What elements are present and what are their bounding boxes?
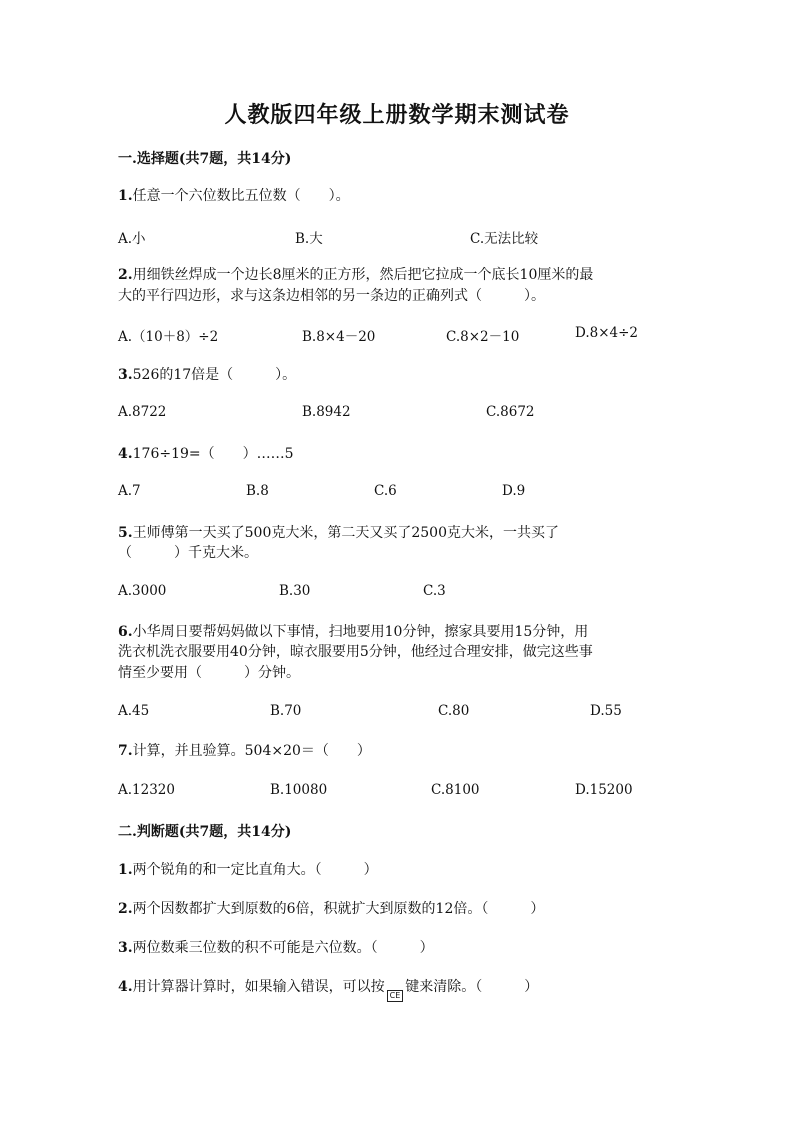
option: D.55 (590, 703, 622, 719)
question-text-line: （ ）千克大米。 (118, 545, 258, 561)
question-number: 2. (118, 901, 133, 917)
option: B.30 (279, 583, 311, 599)
option: B.大 (295, 231, 323, 247)
question-text: 两位数乘三位数的积不可能是六位数。（ ） (132, 940, 434, 956)
question-5 (118, 523, 559, 543)
question-number: 1. (118, 862, 133, 878)
option: A.8722 (118, 404, 167, 420)
option: A.3000 (118, 583, 167, 599)
question-2 (118, 265, 593, 285)
option: A.45 (118, 703, 150, 719)
question-number: 5. (118, 525, 133, 541)
page-title: 人教版四年级上册数学期末测试卷 (224, 102, 570, 128)
question-number: 4. (118, 979, 133, 995)
option: B.10080 (270, 782, 328, 798)
question-text: 任意一个六位数比五位数（ ）。 (132, 188, 350, 204)
question-text: 176÷19=（ ）……5 (132, 446, 294, 462)
option: B.8 (246, 483, 269, 499)
option: D.8×4÷2 (575, 325, 639, 341)
question-3 (118, 365, 296, 385)
question-number: 6. (118, 624, 133, 640)
question-text: 两个因数都扩大到原数的6倍，积就扩大到原数的12倍。（ ） (132, 901, 545, 917)
question-number: 4. (118, 446, 133, 462)
option: C.8672 (486, 404, 535, 420)
option: A.小 (118, 231, 146, 247)
question-6 (118, 622, 588, 642)
question-text-line: 大的平行四边形，求与这条边相邻的另一条边的正确列式（ ）。 (118, 288, 545, 304)
question-number: 7. (118, 743, 133, 759)
option: C.8×2－10 (446, 329, 520, 345)
judgement-3 (118, 938, 434, 958)
section-heading-choice: 一.选择题(共7题，共14分) (118, 151, 292, 167)
question-text-line: 洗衣机洗衣服要用40分钟，晾衣服要用5分钟，他经过合理安排，做完这些事 (118, 644, 593, 660)
ce-key-icon: CE (387, 990, 404, 1002)
option: C.3 (423, 583, 446, 599)
question-text: 计算，并且验算。504×20＝（ ） (132, 743, 371, 759)
option: D.9 (502, 483, 526, 499)
question-number: 3. (118, 367, 133, 383)
question-7 (118, 741, 371, 761)
option: C.80 (438, 703, 470, 719)
question-text-line: 情至少要用（ ）分钟。 (118, 665, 300, 681)
option: A.（10＋8）÷2 (118, 329, 219, 345)
question-number: 2. (118, 267, 133, 283)
option: B.8942 (302, 404, 351, 420)
question-1 (118, 186, 350, 206)
option: A.7 (118, 483, 141, 499)
option: B.8×4－20 (302, 329, 376, 345)
question-text: 小华周日要帮妈妈做以下事情，扫地要用10分钟，擦家具要用15分钟，用 (132, 624, 589, 640)
option: A.12320 (118, 782, 175, 798)
option: C.无法比较 (470, 231, 539, 247)
option: C.6 (374, 483, 397, 499)
option: C.8100 (431, 782, 480, 798)
question-number: 3. (118, 940, 133, 956)
question-text: 用细铁丝焊成一个边长8厘米的正方形，然后把它拉成一个底长10厘米的最 (132, 267, 594, 283)
section-heading-judgement: 二.判断题(共7题，共14分) (118, 824, 292, 840)
question-text: 两个锐角的和一定比直角大。（ ） (132, 862, 378, 878)
question-4 (118, 444, 294, 464)
judgement-1 (118, 860, 378, 880)
option: D.15200 (575, 782, 633, 798)
option: B.70 (270, 703, 302, 719)
question-text: 用计算器计算时，如果输入错误，可以按 (132, 979, 385, 995)
question-number: 1. (118, 188, 133, 204)
question-text: 526的17倍是（ ）。 (132, 367, 297, 383)
judgement-2 (118, 899, 544, 919)
judgement-4 (118, 977, 539, 1000)
question-text: 王师傅第一天买了500克大米，第二天又买了2500克大米，一共买了 (132, 525, 559, 541)
question-text: 键来清除。（ ） (405, 979, 539, 995)
